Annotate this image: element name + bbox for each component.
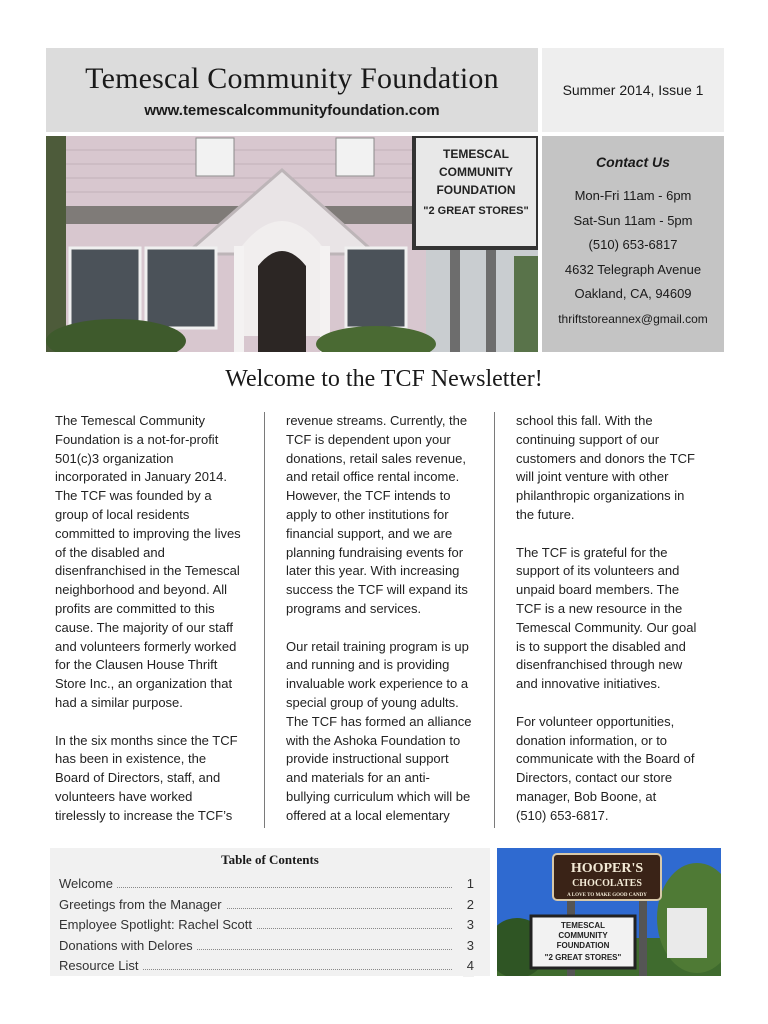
text-line: disenfranchised through new xyxy=(516,657,683,673)
text-line: Our retail training program is up xyxy=(286,638,469,654)
toc-item[interactable] xyxy=(59,895,474,916)
column-divider xyxy=(264,412,265,828)
text-line: TCF is a new resource in the xyxy=(516,600,683,616)
newsletter-title: Temescal Community Foundation xyxy=(85,62,499,95)
sign-line-2: COMMUNITY xyxy=(439,165,513,179)
contact-city: Oakland, CA, 94609 xyxy=(574,286,692,301)
text-line: Temescal Community. Our goal xyxy=(516,619,697,635)
text-line: planning fundraising events for xyxy=(286,544,464,560)
text-line: TCF is dependent upon your xyxy=(286,431,451,447)
text-line: continuing support of our xyxy=(516,431,660,447)
table-of-contents xyxy=(50,848,490,976)
text-line: offered at a local elementary xyxy=(286,807,450,823)
toc-leader xyxy=(59,887,452,888)
toc-item-label: Employee Spotlight: Rachel Scott xyxy=(59,917,256,932)
text-line: The Temescal Community xyxy=(55,413,206,428)
text-line: and materials for an anti- xyxy=(286,770,430,786)
hooper-sign-line-1: HOOPER'S xyxy=(570,861,644,876)
text-line: bullying curriculum which will be xyxy=(286,788,471,804)
toc-item[interactable] xyxy=(59,956,474,977)
text-line: special group of young adults. xyxy=(286,694,459,710)
tcf-sign-line-2: COMMUNITY xyxy=(558,931,608,940)
text-line: the future. xyxy=(516,506,575,522)
tcf-sign-line-4: "2 GREAT STORES" xyxy=(544,953,622,962)
text-line: volunteers have worked xyxy=(55,788,193,804)
text-line: for the Clausen House Thrift xyxy=(55,657,218,673)
text-line: donations, retail sales revenue, xyxy=(286,450,466,466)
text-line: support of its volunteers and xyxy=(516,563,680,579)
text-line: Directors, contact our store xyxy=(516,770,673,786)
text-line: manager, Bob Boone, at xyxy=(516,788,657,804)
text-line: of the disabled and xyxy=(55,544,165,560)
text-line: 501(c)3 organization xyxy=(55,450,174,466)
paragraph xyxy=(516,544,721,694)
text-line: has been in existence, the xyxy=(55,751,207,767)
toc-item-page: 4 xyxy=(463,956,474,977)
text-line: unpaid board members. The xyxy=(516,582,680,598)
text-line: success the TCF will expand its xyxy=(286,582,468,598)
text-line: is to support the disabled and xyxy=(516,638,686,654)
sign-line-1: TEMESCAL xyxy=(443,147,509,161)
text-line: Store Inc., an organization that xyxy=(55,676,233,692)
text-line: and running and is providing xyxy=(286,657,450,673)
signs-photo xyxy=(497,848,721,976)
text-line: For volunteer opportunities, xyxy=(516,713,675,729)
hooper-sign-line-3: A LOVE TO MAKE GOOD CANDY xyxy=(567,893,647,898)
text-line: In the six months since the TCF xyxy=(55,732,238,748)
text-line: programs and services. xyxy=(286,600,422,616)
paragraph xyxy=(286,638,491,826)
article-column-1 xyxy=(55,412,260,844)
text-line: cause. The majority of our staff xyxy=(55,619,233,635)
sign-line-3: FOUNDATION xyxy=(436,183,516,197)
toc-item[interactable] xyxy=(59,915,474,936)
contact-hours-weekend: Sat-Sun 11am - 5pm xyxy=(573,212,693,228)
text-line: and retail office rental income. xyxy=(286,469,460,485)
hooper-sign-line-2: CHOCOLATES xyxy=(572,878,642,889)
text-line: and volunteers formerly worked xyxy=(55,638,237,654)
text-line: revenue streams. Currently, the xyxy=(286,413,468,428)
article-column-2 xyxy=(286,412,491,844)
column-divider xyxy=(494,412,495,828)
text-line: group of local residents xyxy=(55,506,190,522)
text-line: and innovative initiatives. xyxy=(516,676,661,692)
text-line: incorporated in January 2014. xyxy=(55,469,228,485)
contact-street: 4632 Telegraph Avenue xyxy=(564,261,702,277)
text-line: financial support, and we are xyxy=(286,525,453,541)
masthead xyxy=(46,48,538,132)
welcome-headline: Welcome to the TCF Newsletter! xyxy=(225,366,543,392)
text-line: The TCF is grateful for the xyxy=(516,544,668,560)
toc-item-page: 3 xyxy=(463,915,474,936)
text-line: donation information, or to xyxy=(516,732,668,748)
toc-item-label: Donations with Delores xyxy=(59,938,197,953)
text-line: had a similar purpose. xyxy=(55,694,183,710)
text-line: with the Ashoka Foundation to xyxy=(286,732,461,748)
toc-title: Table of Contents xyxy=(221,852,319,867)
text-line: profits are committed to this xyxy=(55,600,215,616)
contact-email[interactable]: thriftstoreannex@gmail.com xyxy=(558,311,708,326)
toc-item-label: Greetings from the Manager xyxy=(59,897,226,912)
text-line: committed to improving the lives xyxy=(55,525,241,541)
text-line: school this fall. With the xyxy=(516,413,653,428)
text-line: The TCF was founded by a xyxy=(55,488,212,504)
tcf-sign-line-3: FOUNDATION xyxy=(556,941,610,950)
text-line: tirelessly to increase the TCF’s xyxy=(55,807,233,823)
toc-item-page: 2 xyxy=(463,895,474,916)
storefront-photo xyxy=(46,136,538,352)
contact-hours-weekday: Mon-Fri 11am - 6pm xyxy=(574,188,692,203)
text-line: later this year. With increasing xyxy=(286,563,460,579)
toc-item-page: 3 xyxy=(463,936,474,957)
tcf-sign-line-1: TEMESCAL xyxy=(561,921,605,930)
text-line: provide instructional support xyxy=(286,751,449,767)
text-line: Board of Directors, staff, and xyxy=(55,770,221,786)
toc-item-label: Resource List xyxy=(59,958,142,973)
contact-phone[interactable]: (510) 653-6817 xyxy=(588,237,678,252)
contact-box xyxy=(542,136,724,352)
article-column-3 xyxy=(516,412,721,844)
paragraph xyxy=(516,713,721,826)
text-line: apply to other institutions for xyxy=(286,506,449,522)
text-line: customers and donors the TCF xyxy=(516,450,695,466)
issue-label: Summer 2014, Issue 1 xyxy=(542,48,724,132)
paragraph xyxy=(55,412,260,713)
paragraph xyxy=(55,732,260,826)
text-line: communicate with the Board of xyxy=(516,751,695,767)
toc-item-page: 1 xyxy=(463,874,474,895)
website-url[interactable]: www.temescalcommunityfoundation.com xyxy=(144,102,440,119)
toc-item-label: Welcome xyxy=(59,876,117,891)
text-line: (510) 653-6817. xyxy=(516,807,609,823)
paragraph xyxy=(286,412,491,619)
contact-title: Contact Us xyxy=(596,154,670,170)
text-line: neighborhood and beyond. All xyxy=(55,582,228,598)
toc-item[interactable] xyxy=(59,936,474,957)
text-line: invaluable work experience to a xyxy=(286,676,469,692)
sign-line-4: "2 GREAT STORES" xyxy=(423,205,529,217)
toc-item[interactable] xyxy=(59,874,474,895)
text-line: disenfranchised in the Temescal xyxy=(55,563,240,579)
paragraph xyxy=(516,412,721,525)
text-line: philanthropic organizations in xyxy=(516,488,685,504)
text-line: The TCF has formed an alliance xyxy=(286,713,472,729)
text-line: Foundation is a not-for-profit xyxy=(55,431,219,447)
text-line: However, the TCF intends to xyxy=(286,488,451,504)
text-line: will joint venture with other xyxy=(516,469,669,485)
